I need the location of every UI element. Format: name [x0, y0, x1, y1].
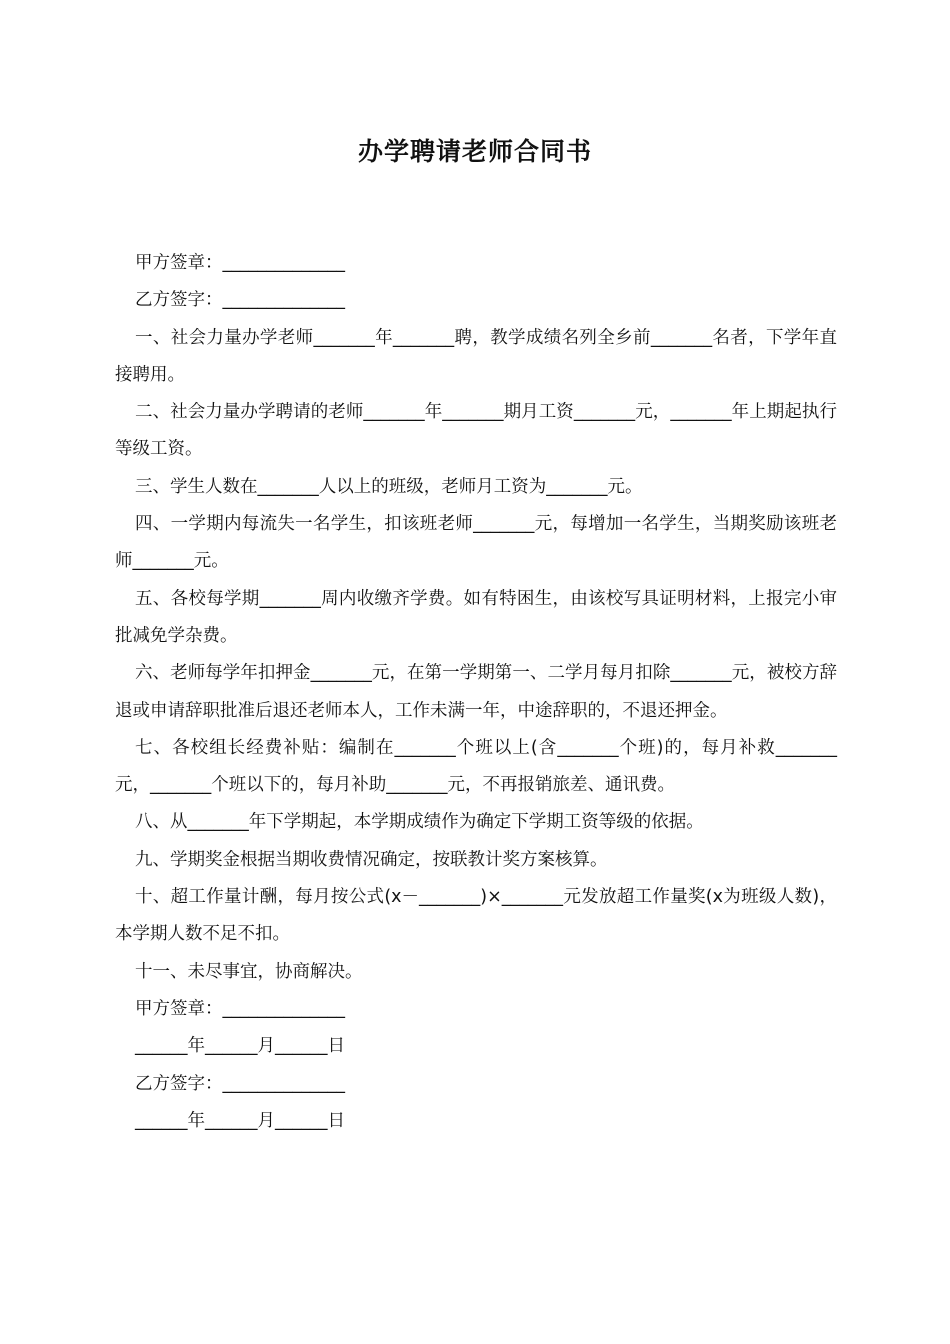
clause-1: 一、社会力量办学老师_______年_______聘，教学成绩名列全乡前_______名者，下学年直接聘用。: [115, 327, 837, 385]
party-b-date-line: ______年______月______日: [135, 1110, 345, 1131]
party-a-date-line: ______年______月______日: [135, 1036, 345, 1057]
document-body: [115, 245, 837, 1140]
party-b-final-signature: 乙方签字：______________: [135, 1073, 345, 1094]
party-b-signature-line: 乙方签字：______________: [135, 290, 345, 311]
clause-5: 五、各校每学期_______周内收缴齐学费。如有特困生，由该校写具证明材料，上报完小审批减免学杂费。: [115, 588, 837, 646]
clause-10: 十、超工作量计酬，每月按公式(x－_______)×_______元发放超工作量奖(x为班级人数)，本学期人数不足不扣。: [115, 887, 837, 945]
document-title: 办学聘请老师合同书: [357, 137, 592, 166]
clause-2: 二、社会力量办学聘请的老师_______年_______期月工资_______元，_______年上期起执行等级工资。: [115, 402, 837, 460]
party-a-signature-line: 甲方签章：______________: [135, 253, 345, 273]
clause-6: 六、老师每学年扣押金_______元，在第一学期第一、二学月每月扣除_______元，被校方辞退或申请辞职批准后退还老师本人，工作未满一年，中途辞职的，不退还押金。: [115, 663, 837, 721]
clause-9: 九、学期奖金根据当期收费情况确定，按联教计奖方案核算。: [135, 849, 608, 870]
clause-4: 四、一学期内每流失一名学生，扣该班老师_______元，每增加一名学生，当期奖励该班老师_______元。: [115, 514, 837, 572]
clause-3: 三、学生人数在_______人以上的班级，老师月工资为_______元。: [135, 476, 643, 497]
party-a-final-signature: 甲方签章：______________: [135, 998, 345, 1019]
clause-8: 八、从_______年下学期起，本学期成绩作为确定下学期工资等级的依据。: [135, 812, 704, 833]
clause-7: 七、各校组长经费补贴：编制在_______个班以上(含_______个班)的，每月补救_______元，_______个班以下的，每月补助_______元，不再报销旅差、通讯费。: [115, 737, 837, 796]
clause-11: 十一、未尽事宜，协商解决。: [135, 961, 363, 982]
